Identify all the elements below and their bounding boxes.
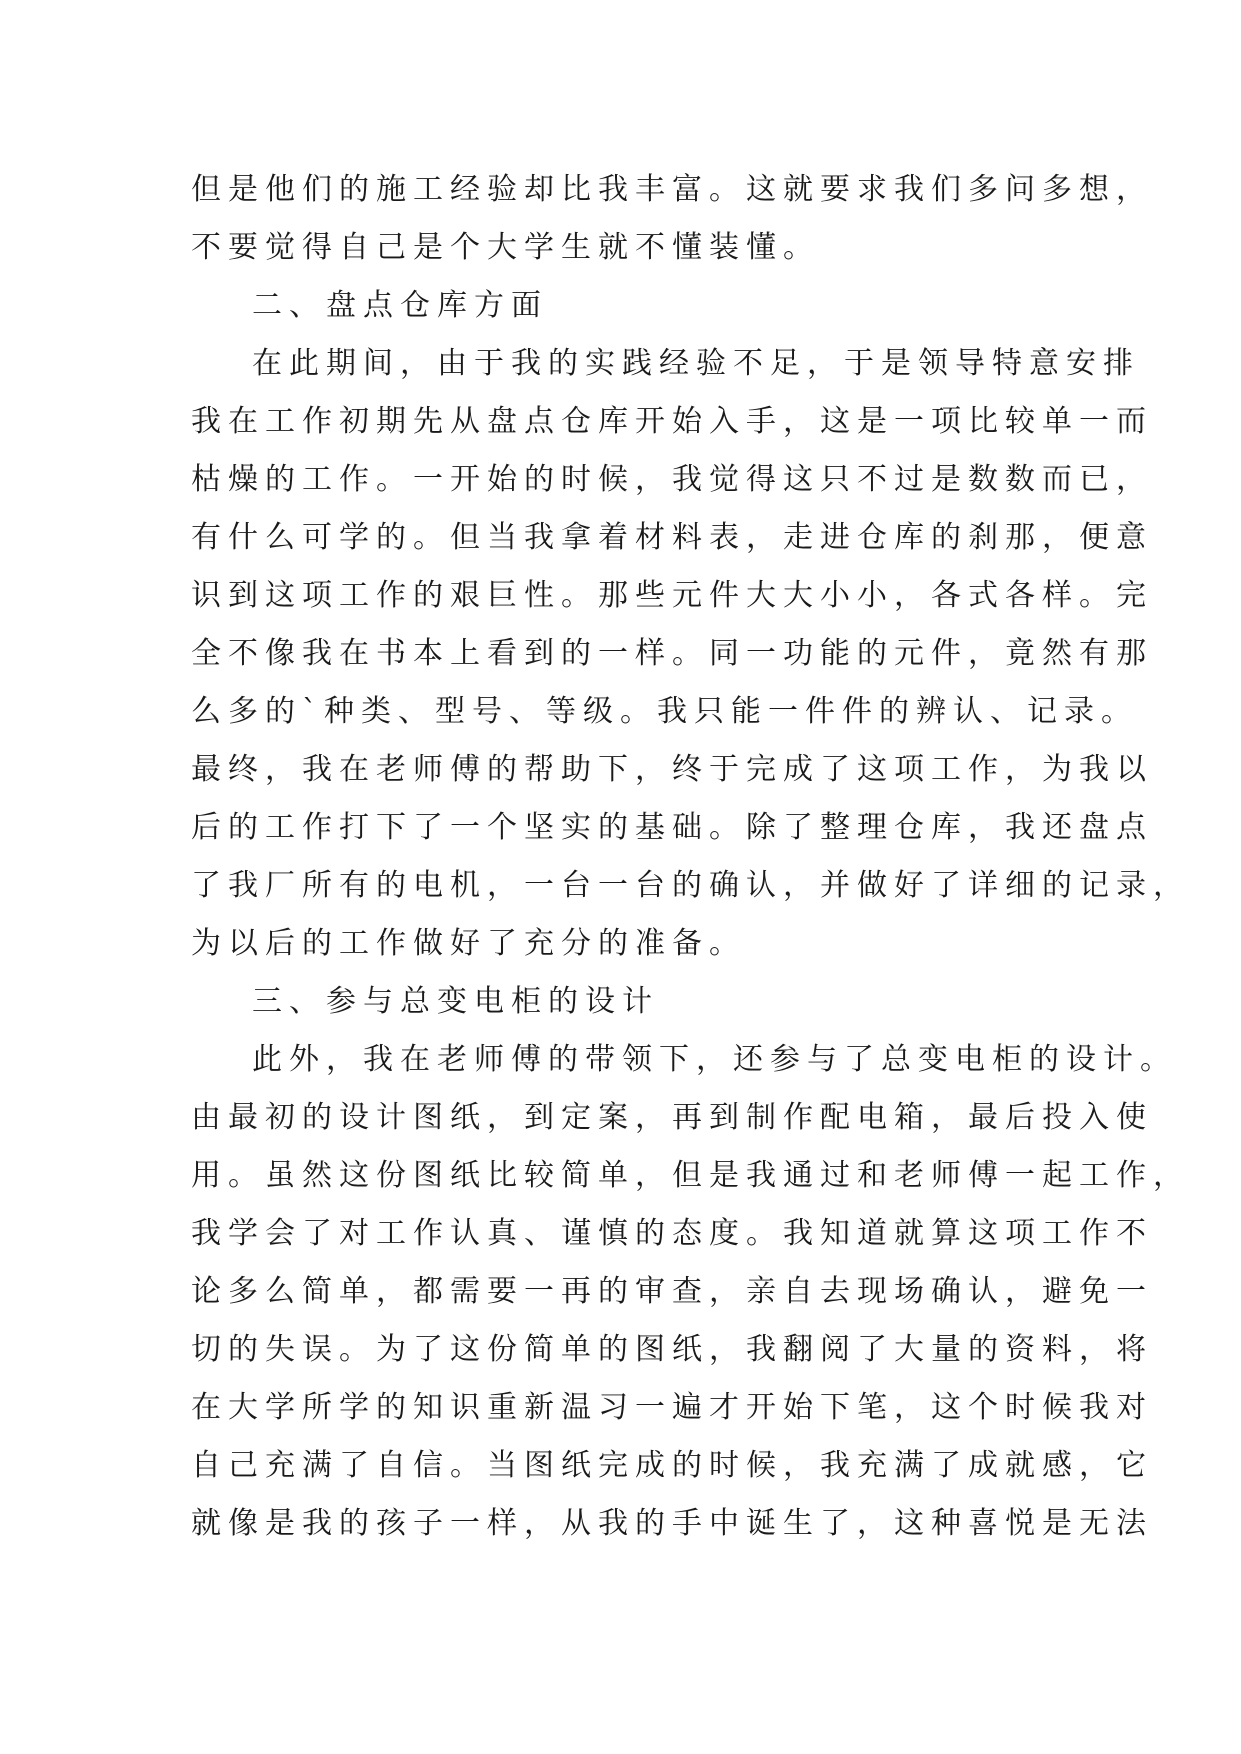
paragraph-line: 么多的`种类、型号、等级。我只能一件件的辨认、记录。 xyxy=(191,694,1138,729)
paragraph-line: 自己充满了自信。当图纸完成的时候，我充满了成就感，它 xyxy=(191,1448,1153,1483)
paragraph-line: 论多么简单，都需要一再的审查，亲自去现场确认，避免一 xyxy=(191,1274,1153,1309)
section-heading: 二、盘点仓库方面 xyxy=(252,288,548,323)
paragraph-line: 在此期间，由于我的实践经验不足，于是领导特意安排 xyxy=(252,346,1140,381)
paragraph-line: 为以后的工作做好了充分的准备。 xyxy=(191,926,746,961)
paragraph-line: 不要觉得自己是个大学生就不懂装懂。 xyxy=(191,230,820,265)
paragraph-line: 在大学所学的知识重新温习一遍才开始下笔，这个时候我对 xyxy=(191,1390,1153,1425)
paragraph-line: 就像是我的孩子一样，从我的手中诞生了，这种喜悦是无法 xyxy=(191,1506,1153,1541)
paragraph-line: 切的失误。为了这份简单的图纸，我翻阅了大量的资料，将 xyxy=(191,1332,1153,1367)
paragraph-line: 最终，我在老师傅的帮助下，终于完成了这项工作，为我以 xyxy=(191,752,1153,787)
paragraph-line: 枯燥的工作。一开始的时候，我觉得这只不过是数数而已， xyxy=(191,462,1153,497)
paragraph-line: 有什么可学的。但当我拿着材料表，走进仓库的刹那，便意 xyxy=(191,520,1153,555)
paragraph-line: 识到这项工作的艰巨性。那些元件大大小小，各式各样。完 xyxy=(191,578,1153,613)
section-heading: 三、参与总变电柜的设计 xyxy=(252,984,659,1019)
paragraph-line: 但是他们的施工经验却比我丰富。这就要求我们多问多想， xyxy=(191,172,1153,207)
paragraph-line: 了我厂所有的电机，一台一台的确认，并做好了详细的记录， xyxy=(191,868,1190,903)
paragraph-line: 由最初的设计图纸，到定案，再到制作配电箱，最后投入使 xyxy=(191,1100,1153,1135)
paragraph-line: 我学会了对工作认真、谨慎的态度。我知道就算这项工作不 xyxy=(191,1216,1153,1251)
paragraph-line: 全不像我在书本上看到的一样。同一功能的元件，竟然有那 xyxy=(191,636,1153,671)
paragraph-line: 我在工作初期先从盘点仓库开始入手，这是一项比较单一而 xyxy=(191,404,1153,439)
paragraph-line: 后的工作打下了一个坚实的基础。除了整理仓库，我还盘点 xyxy=(191,810,1153,845)
paragraph-line: 用。虽然这份图纸比较简单，但是我通过和老师傅一起工作， xyxy=(191,1158,1190,1193)
paragraph-line: 此外，我在老师傅的带领下，还参与了总变电柜的设计。 xyxy=(252,1042,1177,1077)
